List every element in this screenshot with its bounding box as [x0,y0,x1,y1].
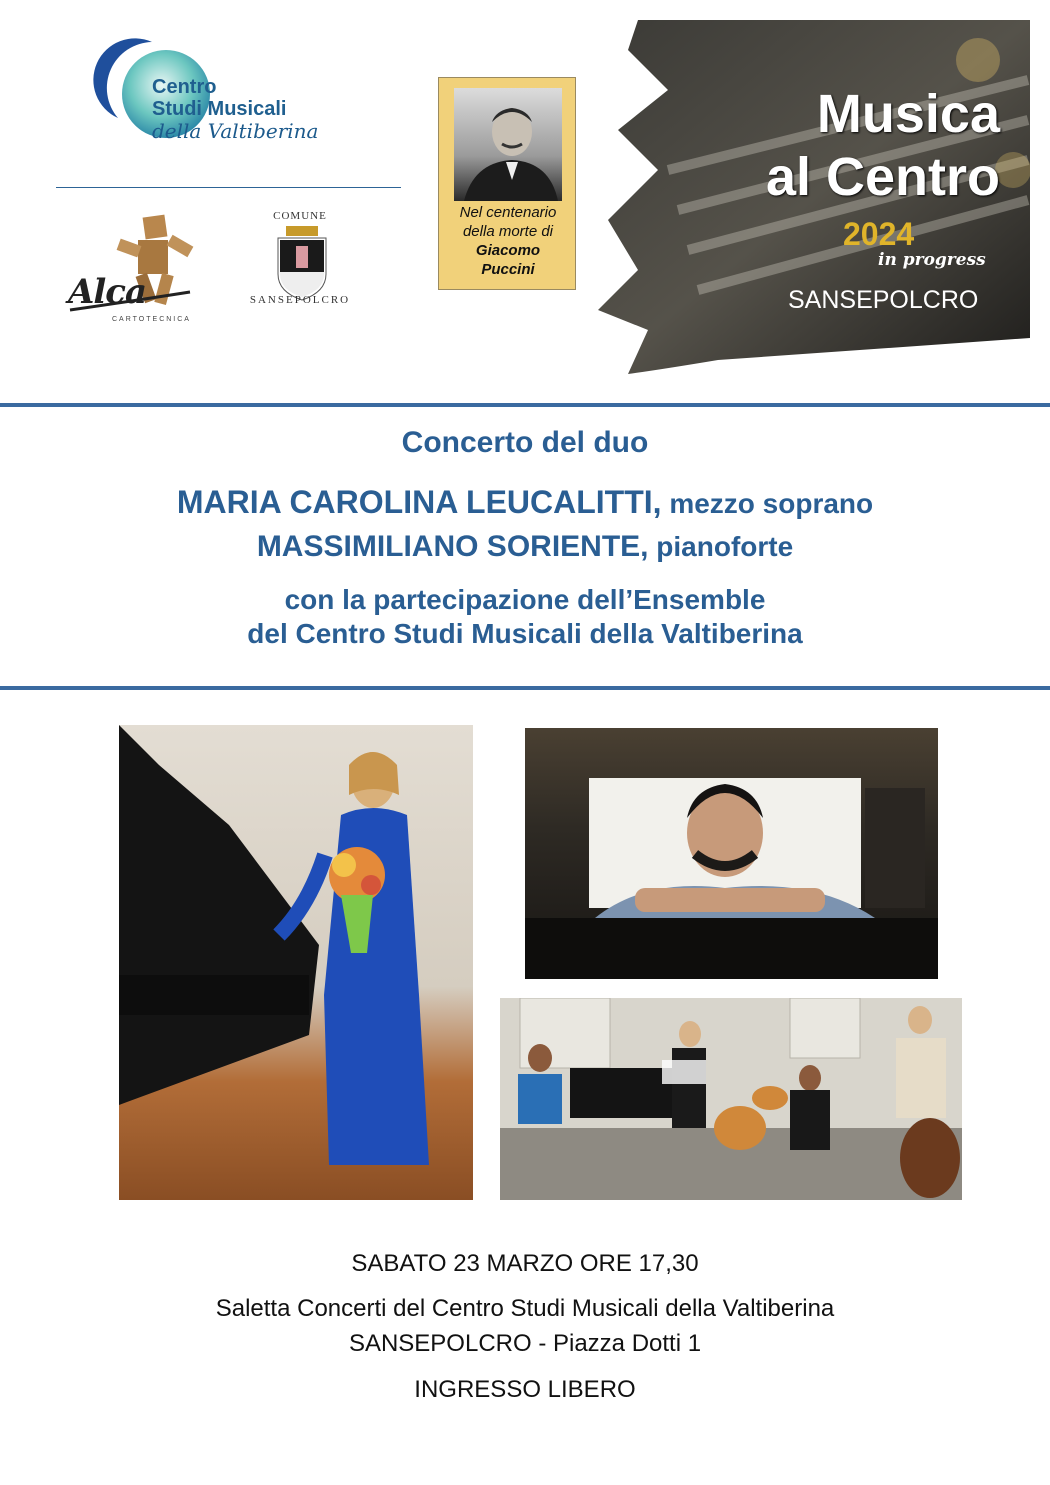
csm-logo [88,32,348,162]
alca-logo [66,210,196,330]
performer-2-name: MASSIMILIANO SORIENTE, [256,530,649,563]
coat-of-arms-icon [272,226,332,302]
event-venue: Saletta Concerti del Centro Studi Musicali della Valtiberina [215,1295,835,1322]
banner-title-line2: al Centro [765,147,1000,207]
top-divider [0,403,1050,407]
puccini-line1: Nel centenario [459,204,557,221]
banner-year: 2024 [843,216,915,252]
banner-title-line1: Musica [816,84,1000,144]
comune-logo [240,210,360,340]
event-address: SANSEPOLCRO - Piazza Dotti 1 [348,1330,702,1357]
performer-2 [0,530,1050,564]
alca-subtitle: CARTOTECNICA [112,316,191,323]
ensemble-image [500,998,962,1200]
alca-wordmark: Alca [68,272,147,312]
puccini-box [438,77,576,290]
puccini-name1: Giacomo [475,242,541,259]
banner-city: SANSEPOLCRO [788,286,979,314]
photo-pianist [525,728,938,979]
banner-subtitle: in progress [878,250,986,270]
performer-1-name: MARIA CAROLINA LEUCALITTI, [176,484,662,520]
photo-ensemble [500,998,962,1200]
musica-al-centro-banner [598,20,1030,374]
event-heading: Concerto del duo [401,426,649,459]
comune-name: SANSEPOLCRO [249,294,351,306]
comune-label: COMUNE [273,210,327,222]
pianist-image [525,728,938,979]
event-entry: INGRESSO LIBERO [414,1376,636,1403]
performer-1 [0,484,1050,521]
performer-2-role: pianoforte [648,531,794,562]
csm-name-line2: Studi Musicali [152,98,287,120]
puccini-portrait [454,88,562,201]
participation-line1: con la partecipazione dell’Ensemble [284,584,766,615]
puccini-line2: della morte di [462,223,554,240]
photo-singer [119,725,473,1200]
logo-divider [56,187,401,188]
portrait-icon [454,88,562,201]
csm-name-line1: Centro [152,76,217,98]
singer-image [119,725,473,1200]
performer-1-role: mezzo soprano [661,488,874,519]
puccini-name2: Puccini [481,261,535,278]
participation-line2: del Centro Studi Musicali della Valtiberina [247,618,803,649]
cardboard-robot-icon [66,210,196,330]
event-date: SABATO 23 MARZO ORE 17,30 [351,1250,699,1277]
bottom-divider [0,686,1050,690]
csm-name-line3: della Valtiberina [152,119,319,143]
